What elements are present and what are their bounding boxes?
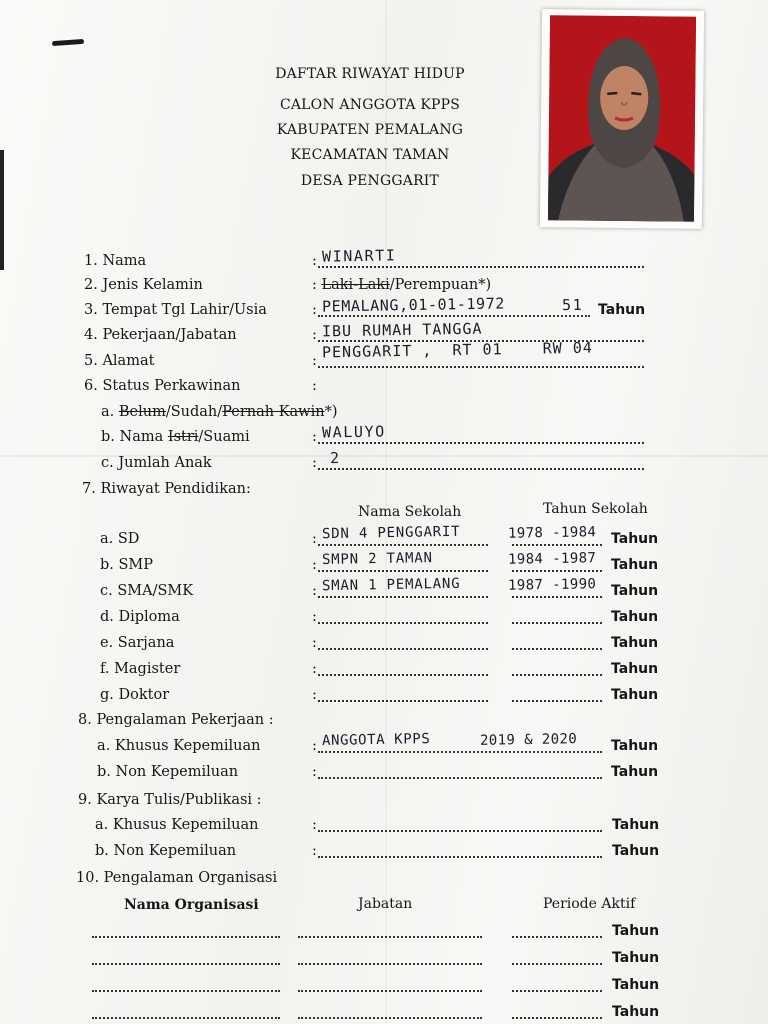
year-unit: Tahun (611, 557, 659, 573)
col-nama-organisasi: Nama Organisasi (124, 897, 259, 913)
year-unit: Tahun (612, 923, 660, 939)
year-fill-line (512, 700, 602, 702)
school-fill-line (318, 648, 488, 650)
section-organisasi (0, 870, 768, 890)
handwritten-work-years: 2019 & 2020 (479, 731, 578, 749)
education-row (0, 661, 768, 681)
fill-line (318, 315, 590, 317)
fill-line (318, 751, 602, 753)
education-level: d. Diploma (100, 609, 180, 625)
publication-row (0, 843, 768, 863)
option-belum: Belum (118, 404, 166, 420)
org-name-fill-line (92, 936, 280, 938)
organization-row (0, 977, 768, 997)
year-unit: Tahun (611, 531, 659, 547)
option-sudah: /Sudah/ (165, 404, 223, 420)
education-row (0, 550, 768, 577)
year-unit: Tahun (611, 738, 659, 754)
year-unit: Tahun (611, 635, 659, 651)
field-jenis-kelamin (0, 277, 768, 297)
colon: : (312, 817, 317, 833)
applicant-photo (548, 15, 696, 222)
fill-line (318, 777, 602, 779)
colon: : (312, 738, 317, 754)
handwritten-spouse: WALUYO (321, 422, 386, 442)
year-unit: Tahun (612, 1004, 660, 1020)
field-status: 6. Status Perkawinan : (84, 378, 317, 394)
field-alamat: 5. Alamat : PENGGARIT , RT 01 RW 04 (0, 353, 768, 373)
handwritten-school: SMAN 1 PEMALANG (321, 575, 461, 595)
doc-subtitle-1: CALON ANGGOTA KPPS (279, 97, 461, 113)
org-name-fill-line (92, 1017, 280, 1019)
handwritten-school: SMPN 2 TAMAN (321, 550, 433, 568)
education-row (0, 687, 768, 707)
year-fill-line (512, 674, 602, 676)
school-fill-line (318, 596, 488, 598)
field-label: 2. Jenis Kelamin (84, 277, 203, 293)
fill-line (318, 830, 602, 832)
year-unit: Tahun (611, 609, 659, 625)
year-fill-line (512, 596, 602, 598)
field-label: 1. Nama (84, 253, 147, 269)
age-unit: Tahun (598, 302, 646, 318)
field-label: 4. Pekerjaan/Jabatan (84, 327, 237, 343)
col-tahun-sekolah: Tahun Sekolah (543, 501, 648, 517)
org-period-fill-line (512, 1017, 602, 1019)
work-row (0, 731, 768, 758)
colon: : (312, 635, 317, 651)
colon: : (312, 609, 317, 625)
year-unit: Tahun (612, 817, 660, 833)
year-fill-line (512, 622, 602, 624)
year-fill-line (512, 544, 602, 546)
fill-line (318, 856, 602, 858)
work-type: a. Khusus Kepemiluan (97, 738, 261, 754)
work-type: b. Non Kepemiluan (97, 764, 239, 780)
colon: : (312, 557, 317, 573)
col-nama-sekolah: Nama Sekolah (358, 504, 462, 520)
section-label: 8. Pengalaman Pekerjaan : (78, 712, 274, 728)
field-status-a (0, 404, 768, 424)
section-karya-tulis (0, 792, 768, 812)
colon: : (312, 661, 317, 677)
doc-subtitle-4: DESA PENGGARIT (300, 173, 440, 189)
year-unit: Tahun (612, 843, 660, 859)
colon: : (312, 531, 317, 547)
education-level: a. SD (100, 531, 140, 547)
handwritten-school: SDN 4 PENGGARIT (321, 523, 461, 543)
section-pengalaman (0, 712, 768, 732)
publication-row (0, 817, 768, 837)
marital-status-options: a. Belum/Sudah/Pernah Kawin*) (101, 404, 338, 420)
year-unit: Tahun (611, 764, 659, 780)
school-fill-line (318, 700, 488, 702)
org-period-fill-line (512, 990, 602, 992)
org-position-fill-line (298, 936, 482, 938)
year-unit: Tahun (612, 950, 660, 966)
field-status-c: c. Jumlah Anak : 2 (0, 455, 768, 475)
fill-line (318, 468, 644, 470)
field-label: c. Jumlah Anak (101, 455, 212, 471)
handwritten-address: PENGGARIT , RT 01 RW 04 (321, 338, 593, 362)
doc-subtitle-2: KABUPATEN PEMALANG (276, 122, 464, 138)
field-label: 6. Status Perkawinan (84, 378, 241, 394)
handwritten-job: IBU RUMAH TANGGA (321, 319, 483, 341)
org-period-fill-line (512, 963, 602, 965)
handwritten-children: 2 (329, 448, 341, 468)
section-label: 10. Pengalaman Organisasi (76, 870, 278, 886)
education-row (0, 523, 768, 551)
handwritten-years: 1984 -1987 (507, 550, 597, 568)
fill-line (318, 442, 644, 444)
org-position-fill-line (298, 990, 482, 992)
year-unit: Tahun (611, 661, 659, 677)
org-name-fill-line (92, 990, 280, 992)
handwritten-birth: PEMALANG,01-01-1972 (321, 294, 506, 316)
education-row (0, 575, 768, 603)
photo-frame (540, 9, 704, 229)
year-fill-line (512, 570, 602, 572)
pen-mark (52, 39, 84, 46)
section-label: 9. Karya Tulis/Publikasi : (78, 792, 262, 808)
section-label: 7. Riwayat Pendidikan: (82, 481, 251, 497)
publication-type: b. Non Kepemiluan (95, 843, 237, 859)
education-level: g. Doktor (100, 687, 170, 703)
colon: : (312, 687, 317, 703)
school-fill-line (318, 622, 488, 624)
work-row (0, 764, 768, 784)
organization-row (0, 950, 768, 970)
school-fill-line (318, 570, 488, 572)
handwritten-years: 1978 -1984 (507, 524, 597, 542)
col-periode-aktif: Periode Aktif (543, 896, 636, 912)
colon: : (312, 583, 317, 599)
year-unit: Tahun (611, 583, 659, 599)
org-period-fill-line (512, 936, 602, 938)
fill-line (318, 266, 644, 268)
education-level: f. Magister (100, 661, 181, 677)
organization-row (0, 1004, 768, 1024)
handwritten-name: WINARTI (321, 246, 397, 266)
field-ttl: 3. Tempat Tgl Lahir/Usia : PEMALANG,01-01-1972 51 Tahun (84, 294, 646, 318)
education-row (0, 635, 768, 655)
handwritten-years: 1987 -1990 (507, 576, 597, 594)
education-level: b. SMP (100, 557, 154, 573)
field-nama: 1. Nama : WINARTI (0, 253, 768, 273)
field-status-b: b. Nama Istri/Suami : WALUYO (0, 429, 768, 449)
year-unit: Tahun (612, 977, 660, 993)
field-label: 3. Tempat Tgl Lahir/Usia (84, 302, 267, 318)
col-jabatan: Jabatan (358, 896, 413, 912)
doc-title: DAFTAR RIWAYAT HIDUP (275, 66, 465, 82)
gender-options: : Laki-Laki/Perempuan*) (312, 277, 492, 293)
colon: : (312, 764, 317, 780)
field-label: 5. Alamat (84, 353, 155, 369)
handwritten-work: ANGGOTA KPPS (321, 731, 431, 749)
organization-row (0, 923, 768, 943)
doc-subtitle-3: KECAMATAN TAMAN (290, 147, 450, 163)
org-position-fill-line (298, 963, 482, 965)
school-fill-line (318, 544, 488, 546)
org-position-fill-line (298, 1017, 482, 1019)
margin-mark (0, 150, 4, 270)
option-pernah-kawin: Pernah Kawin (222, 404, 325, 420)
field-pekerjaan: 4. Pekerjaan/Jabatan : IBU RUMAH TANGGA (0, 327, 768, 347)
school-fill-line (318, 674, 488, 676)
education-row (0, 609, 768, 629)
publication-type: a. Khusus Kepemiluan (95, 817, 259, 833)
year-fill-line (512, 648, 602, 650)
year-unit: Tahun (611, 687, 659, 703)
fill-line (318, 366, 644, 368)
spouse-label: b. Nama Istri/Suami (101, 429, 250, 445)
gender-option-male: Laki-Laki (321, 277, 390, 293)
handwritten-age: 51 (561, 295, 584, 315)
colon: : (312, 843, 317, 859)
education-level: e. Sarjana (100, 635, 175, 651)
org-name-fill-line (92, 963, 280, 965)
section-pendidikan (0, 481, 768, 501)
gender-option-female: /Perempuan*) (389, 277, 492, 293)
education-level: c. SMA/SMK (100, 583, 194, 599)
